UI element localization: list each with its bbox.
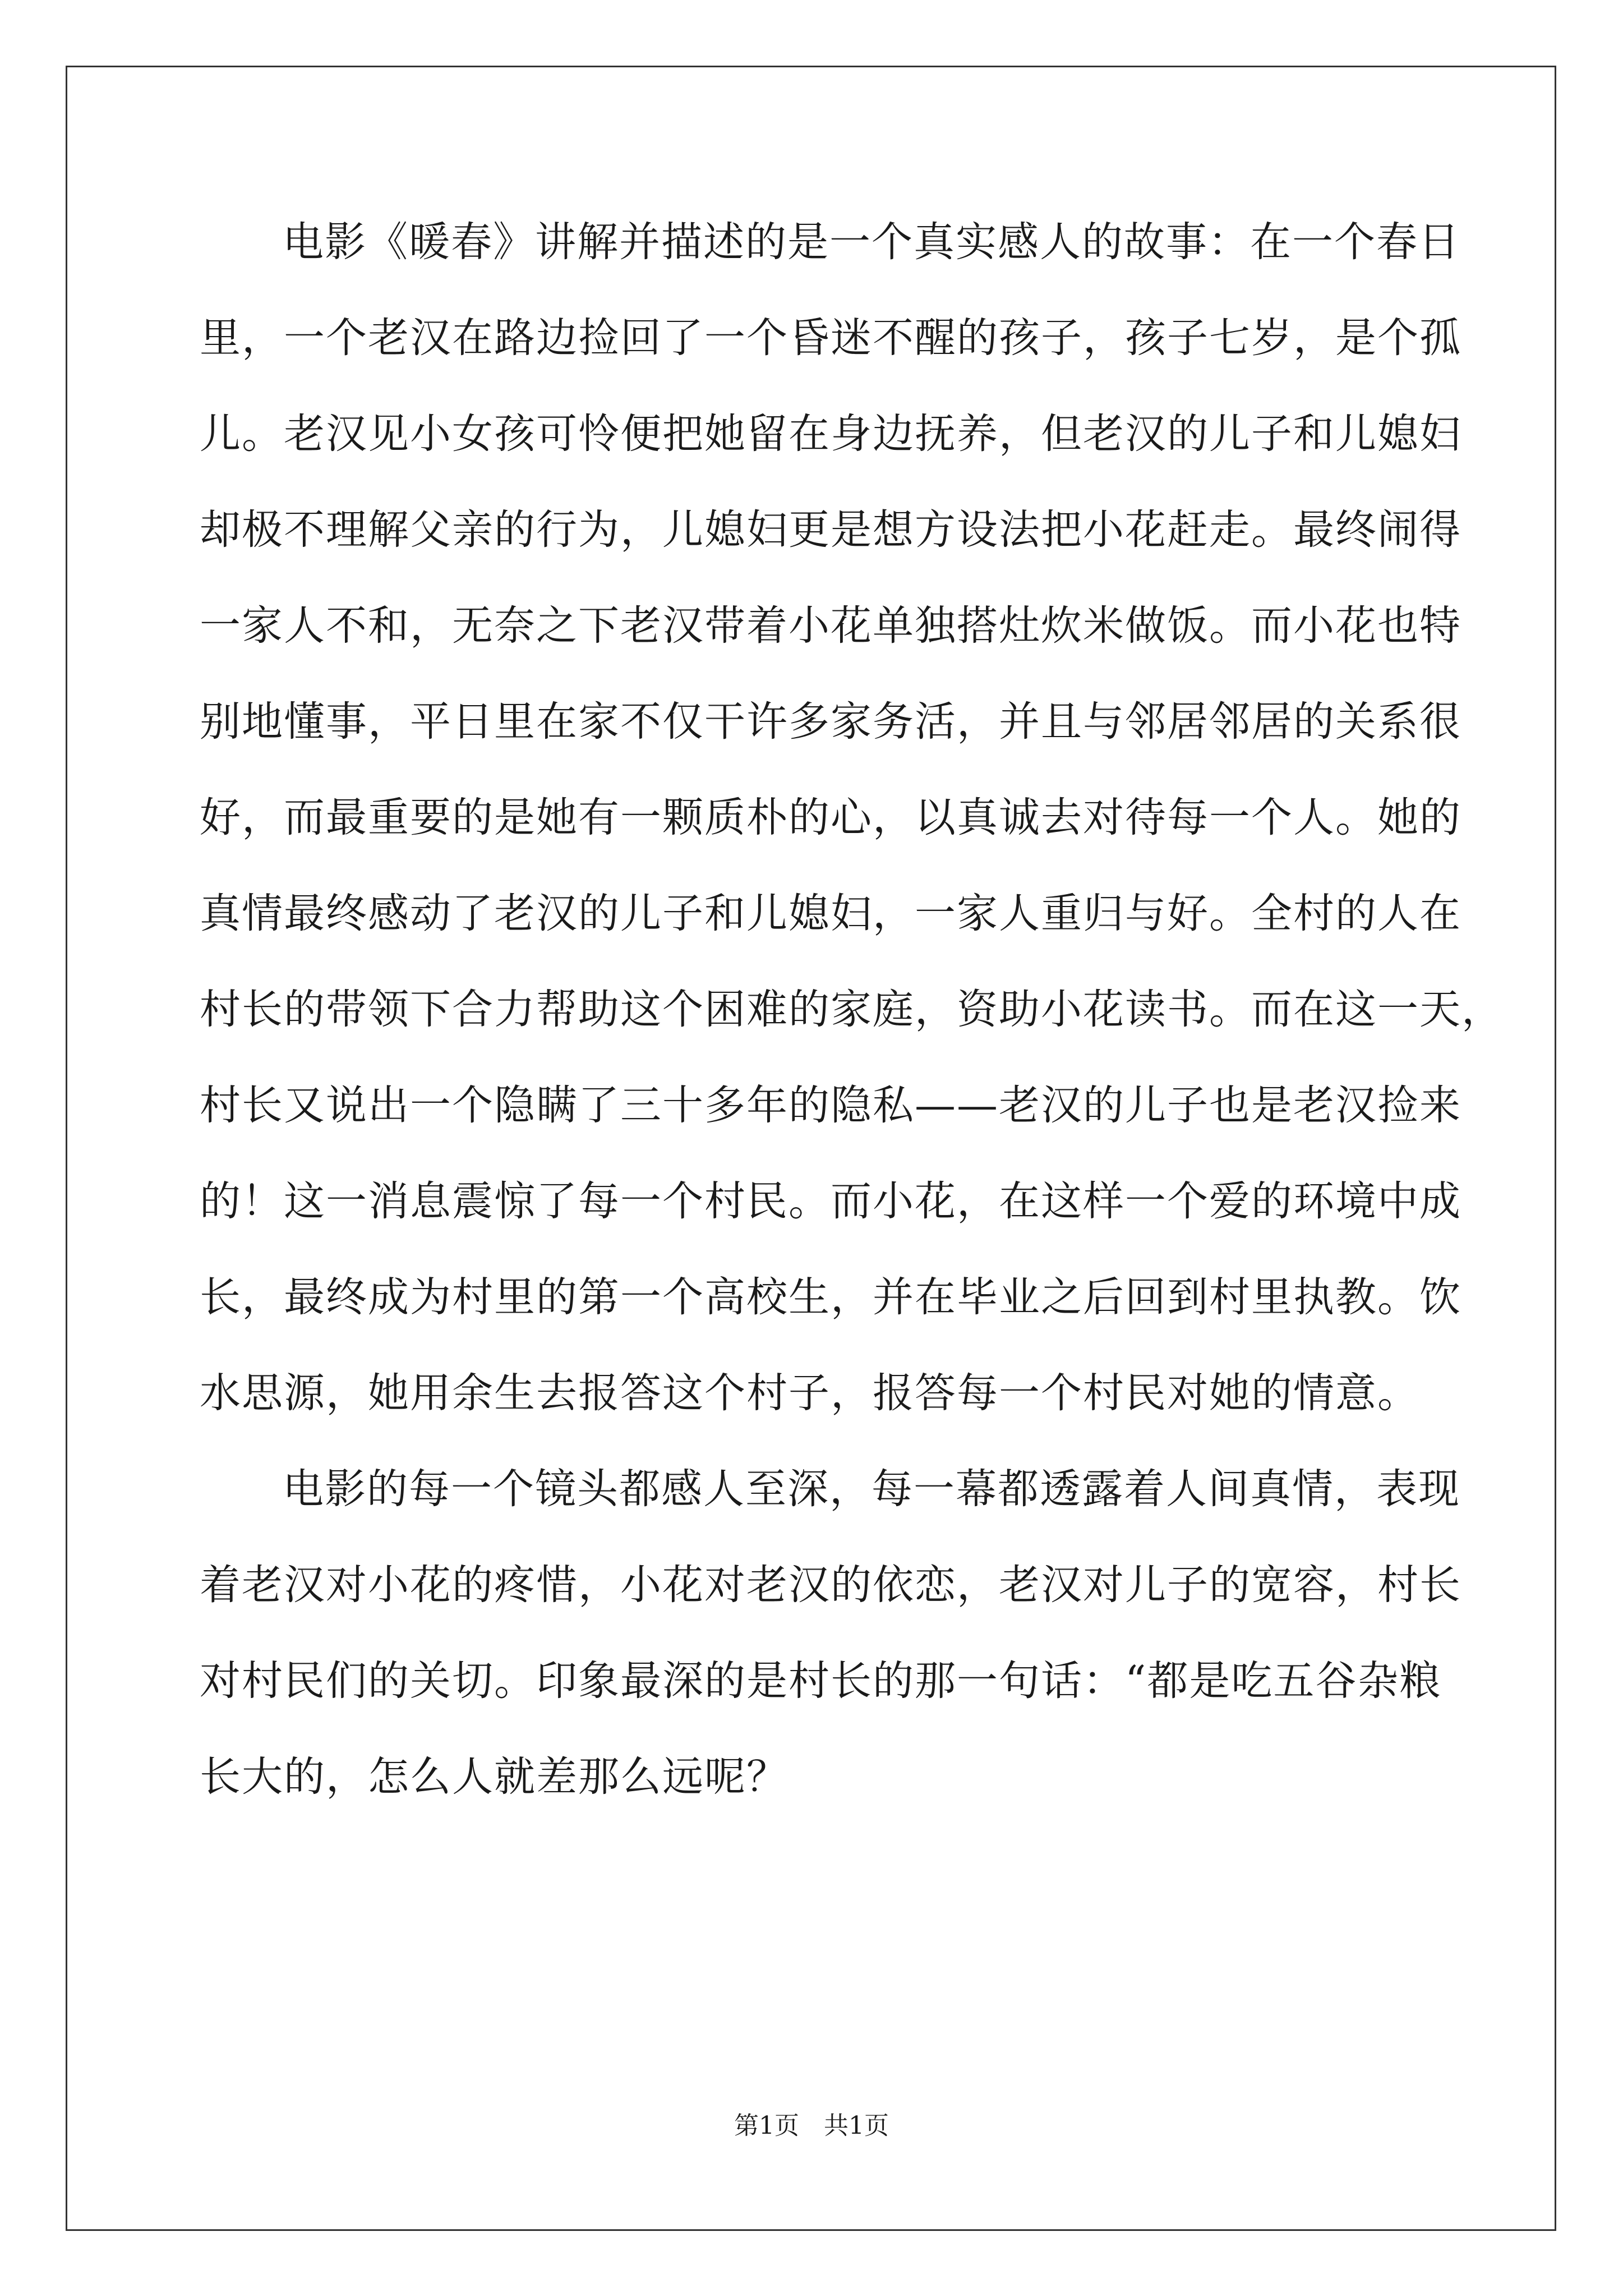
text-line: 真 情 最 终 感 动 了 老 汉 的 儿 子 和 儿 媳 妇 ， 一 家 人 重 归 与 好 。 全 村 的 人 在 [200,890,1461,937]
text-line: 里 ， 一 个 老 汉 在 路 边 捡 回 了 一 个 昏 迷 不 醒 的 孩 子 ， 孩 子 七 岁 ， 是 个 孤 [200,314,1461,362]
text-line: 电 影 的 每 一 个 镜 头 都 感 人 至 深 ， 每 一 幕 都 透 露 着 人 间 真 情 ， 表 现 [283,1465,1460,1513]
text-line: 儿 。 老 汉 见 小 女 孩 可 怜 便 把 她 留 在 身 边 抚 养 ， 但 老 汉 的 儿 子 和 儿 媳 妇 [200,410,1461,458]
text-line: 对 村 民 们 的 关 切 。 印 象 最 深 的 是 村 长 的 那 一 句 话 ： “ 都 是 吃 五 谷 杂 粮 [200,1657,1442,1705]
text-line: 长 ， 最 终 成 为 村 里 的 第 一 个 高 校 生 ， 并 在 毕 业 之 后 回 到 村 里 执 教 。 饮 [200,1273,1461,1321]
page-footer: 第1页 共1页 [734,2111,889,2140]
text-line: 村 长 的 带 领 下 合 力 帮 助 这 个 困 难 的 家 庭 ， 资 助 小 花 读 书 。 而 在 这 一 天 ， [200,986,1504,1033]
text-line: 别 地 懂 事 ， 平 日 里 在 家 不 仅 干 许 多 家 务 活 ， 并 且 与 邻 居 邻 居 的 关 系 很 [200,698,1461,746]
document-body [200,214,1504,1845]
text-line: 的 ！ 这 一 消 息 震 惊 了 每 一 个 村 民 。 而 小 花 ， 在 这 样 一 个 爱 的 环 境 中 成 [200,1177,1461,1225]
text-line: 水思源，她用余生去报答这个村子，报答每一个村民对她的情意。 [200,1369,1419,1417]
text-line: 着 老 汉 对 小 花 的 疼 惜 ， 小 花 对 老 汉 的 依 恋 ， 老 汉 对 儿 子 的 宽 容 ， 村 长 [200,1561,1461,1609]
text-line: 长大的，怎么人就差那么远呢？ [200,1753,789,1801]
text-line: 却 极 不 理 解 父 亲 的 行 为 ， 儿 媳 妇 更 是 想 方 设 法 把 小 花 赶 走 。 最 终 闹 得 [200,506,1461,554]
text-line: 电 影 《 暖 春 》 讲 解 并 描 述 的 是 一 个 真 实 感 人 的 故 事 ： 在 一 个 春 日 [283,218,1460,266]
text-line: 村 长 又 说 出 一 个 隐 瞒 了 三 十 多 年 的 隐 私 — — 老 汉 的 儿 子 也 是 老 汉 捡 来 [200,1082,1461,1129]
text-line: 好 ， 而 最 重 要 的 是 她 有 一 颗 质 朴 的 心 ， 以 真 诚 去 对 待 每 一 个 人 。 她 的 [200,794,1461,841]
text-line: 一 家 人 不 和 ， 无 奈 之 下 老 汉 带 着 小 花 单 独 搭 灶 炊 米 做 饭 。 而 小 花 也 特 [200,602,1461,650]
